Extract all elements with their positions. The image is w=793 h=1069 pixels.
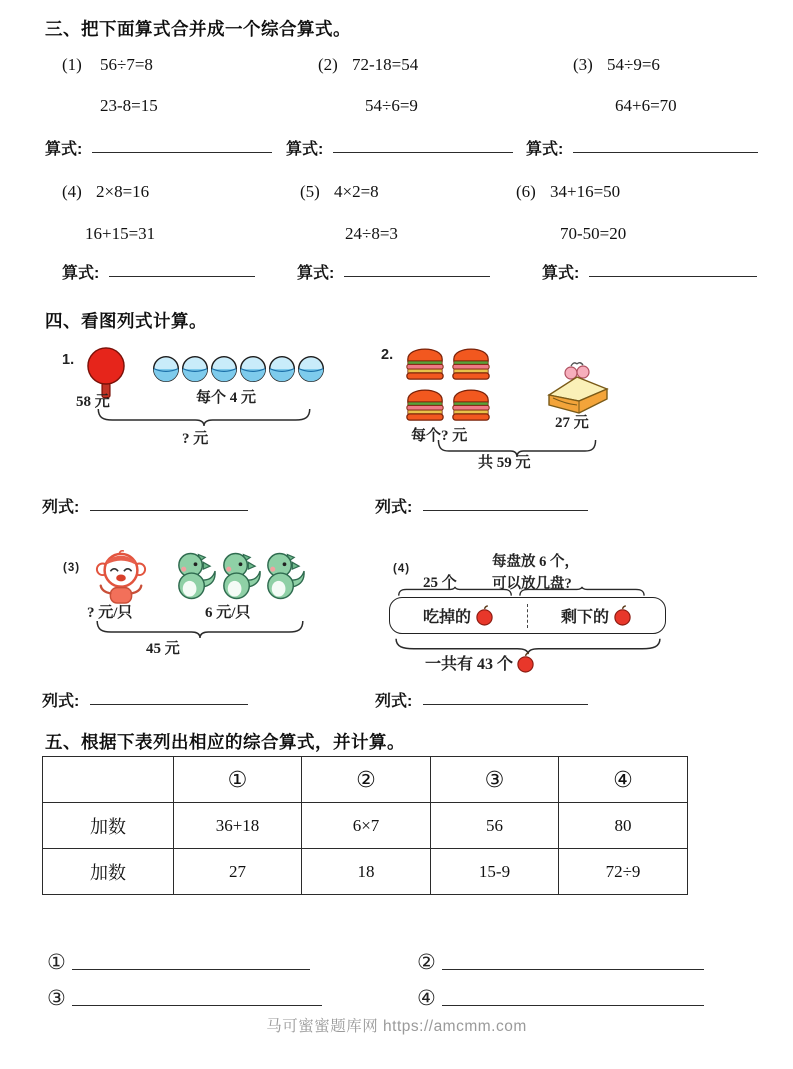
section5-table: [42, 756, 688, 895]
table-cell: 18: [302, 849, 431, 895]
answer-label: 算式:: [297, 265, 335, 282]
apples-box: [389, 597, 666, 634]
answer-marker: ③: [47, 987, 66, 1010]
table-cell: 56: [431, 803, 559, 849]
problem-number: (6): [516, 182, 536, 201]
burger-icon: [450, 382, 492, 422]
answer-blank[interactable]: [109, 260, 255, 277]
answer-blank[interactable]: [442, 989, 704, 1006]
answer-blank[interactable]: [589, 260, 757, 277]
left-count-label: 25 个: [423, 575, 457, 591]
answer-label: 列式:: [375, 693, 413, 710]
ball-row: [152, 355, 325, 383]
apple-icon: [516, 652, 535, 673]
overbrace: [397, 586, 513, 597]
answer-blank[interactable]: [72, 989, 322, 1006]
total-count-label: 一共有 43 个: [425, 656, 514, 673]
answer-blank[interactable]: [344, 260, 490, 277]
section3-title: 三、把下面算式合并成一个综合算式。: [45, 19, 351, 39]
table-col-header: ②: [302, 757, 431, 803]
picture-number: (3): [63, 562, 81, 574]
eaten-cell: [390, 598, 527, 633]
equation: 23-8=15: [100, 96, 158, 115]
problem-number: (2): [318, 55, 338, 74]
remaining-label: 剩下的: [560, 609, 609, 626]
table-corner-cell: [43, 757, 174, 803]
dinosaur-icon: [217, 551, 262, 601]
apple-icon: [475, 605, 494, 626]
underbrace: [95, 407, 313, 427]
overbrace: [518, 586, 646, 597]
remaining-cell: [528, 598, 665, 633]
total-count-row: [425, 651, 535, 674]
burger-icon: [450, 341, 492, 381]
burger-group: [404, 341, 492, 422]
equation: 70-50=20: [560, 224, 627, 243]
equation: 24÷8=3: [345, 224, 398, 243]
hint-line1: 每盘放 6 个，: [492, 554, 579, 570]
answer-blank[interactable]: [573, 136, 758, 153]
equation: 2×8=16: [96, 182, 150, 201]
answer-blank[interactable]: [90, 494, 248, 511]
table-col-header: ①: [174, 757, 302, 803]
equation: 64+6=70: [615, 96, 677, 115]
table-row: [43, 803, 688, 849]
row-label: 加数: [43, 849, 174, 895]
section4-title: 四、看图列式计算。: [45, 311, 207, 331]
answer-blank[interactable]: [333, 136, 513, 153]
answer-label: 算式:: [45, 141, 83, 158]
equation: 54÷9=6: [607, 55, 660, 74]
ball-icon: [239, 355, 267, 383]
answer-label: 列式:: [42, 499, 80, 516]
table-col-header: ④: [559, 757, 688, 803]
answer-label: 算式:: [286, 141, 324, 158]
row-label: 加数: [43, 803, 174, 849]
ball-unit-price: 每个 4 元: [196, 390, 257, 406]
problem-number: (5): [300, 182, 320, 201]
dinosaur-icon: [261, 551, 306, 601]
equation: 16+15=31: [85, 224, 156, 243]
answer-marker: ②: [417, 951, 436, 974]
table-row: [43, 849, 688, 895]
problem-number: (1): [62, 55, 82, 74]
ball-icon: [181, 355, 209, 383]
answer-label: 列式:: [375, 499, 413, 516]
equation: 72-18=54: [352, 55, 419, 74]
burger-icon: [404, 341, 446, 381]
equation: 34+16=50: [550, 182, 621, 201]
dino-price: 6 元/只: [205, 605, 251, 621]
equation: 56÷7=8: [100, 55, 153, 74]
ball-icon: [152, 355, 180, 383]
answer-blank[interactable]: [442, 953, 704, 970]
cake-icon: [540, 360, 614, 418]
table-col-header: ③: [431, 757, 559, 803]
picture-number: 1.: [62, 352, 75, 368]
burger-unit-price: 每个? 元: [411, 428, 468, 444]
problem-number: (3): [573, 55, 593, 74]
answer-marker: ④: [417, 987, 436, 1010]
table-cell: 15-9: [431, 849, 559, 895]
ball-icon: [210, 355, 238, 383]
paddle-price: 58 元: [76, 394, 110, 410]
eaten-label: 吃掉的: [422, 609, 471, 626]
hint-line2: 可以放几盘?: [492, 576, 572, 592]
site-watermark: 马可蜜蜜题库网 https://amcmm.com: [266, 1018, 527, 1035]
monkey-price: ? 元/只: [87, 605, 133, 621]
underbrace: [94, 619, 306, 639]
total-price: 共 59 元: [478, 455, 531, 471]
table-cell: 72÷9: [559, 849, 688, 895]
picture-number: (4): [393, 563, 411, 575]
answer-label: 算式:: [526, 141, 564, 158]
total-price: 45 元: [146, 641, 180, 657]
table-cell: 80: [559, 803, 688, 849]
answer-blank[interactable]: [423, 494, 588, 511]
answer-label: 列式:: [42, 693, 80, 710]
picture-number: 2.: [381, 347, 394, 363]
equation: 54÷6=9: [365, 96, 418, 115]
total-question: ? 元: [182, 431, 209, 447]
table-cell: 27: [174, 849, 302, 895]
apple-icon: [613, 605, 632, 626]
problem-number: (4): [62, 182, 82, 201]
dinosaur-icon: [172, 551, 217, 601]
section5-title: 五、根据下表列出相应的综合算式，并计算。: [45, 732, 405, 752]
ball-icon: [268, 355, 296, 383]
answer-blank[interactable]: [72, 953, 310, 970]
table-cell: 36+18: [174, 803, 302, 849]
cake-price: 27 元: [555, 415, 589, 431]
answer-blank[interactable]: [423, 688, 588, 705]
answer-label: 算式:: [542, 265, 580, 282]
equation: 4×2=8: [334, 182, 379, 201]
ball-icon: [297, 355, 325, 383]
answer-label: 算式:: [62, 265, 100, 282]
table-cell: 6×7: [302, 803, 431, 849]
answer-blank[interactable]: [90, 688, 248, 705]
monkey-icon: [94, 549, 148, 605]
burger-icon: [404, 382, 446, 422]
answer-blank[interactable]: [92, 136, 272, 153]
table-header-row: [43, 757, 688, 803]
answer-marker: ①: [47, 951, 66, 974]
